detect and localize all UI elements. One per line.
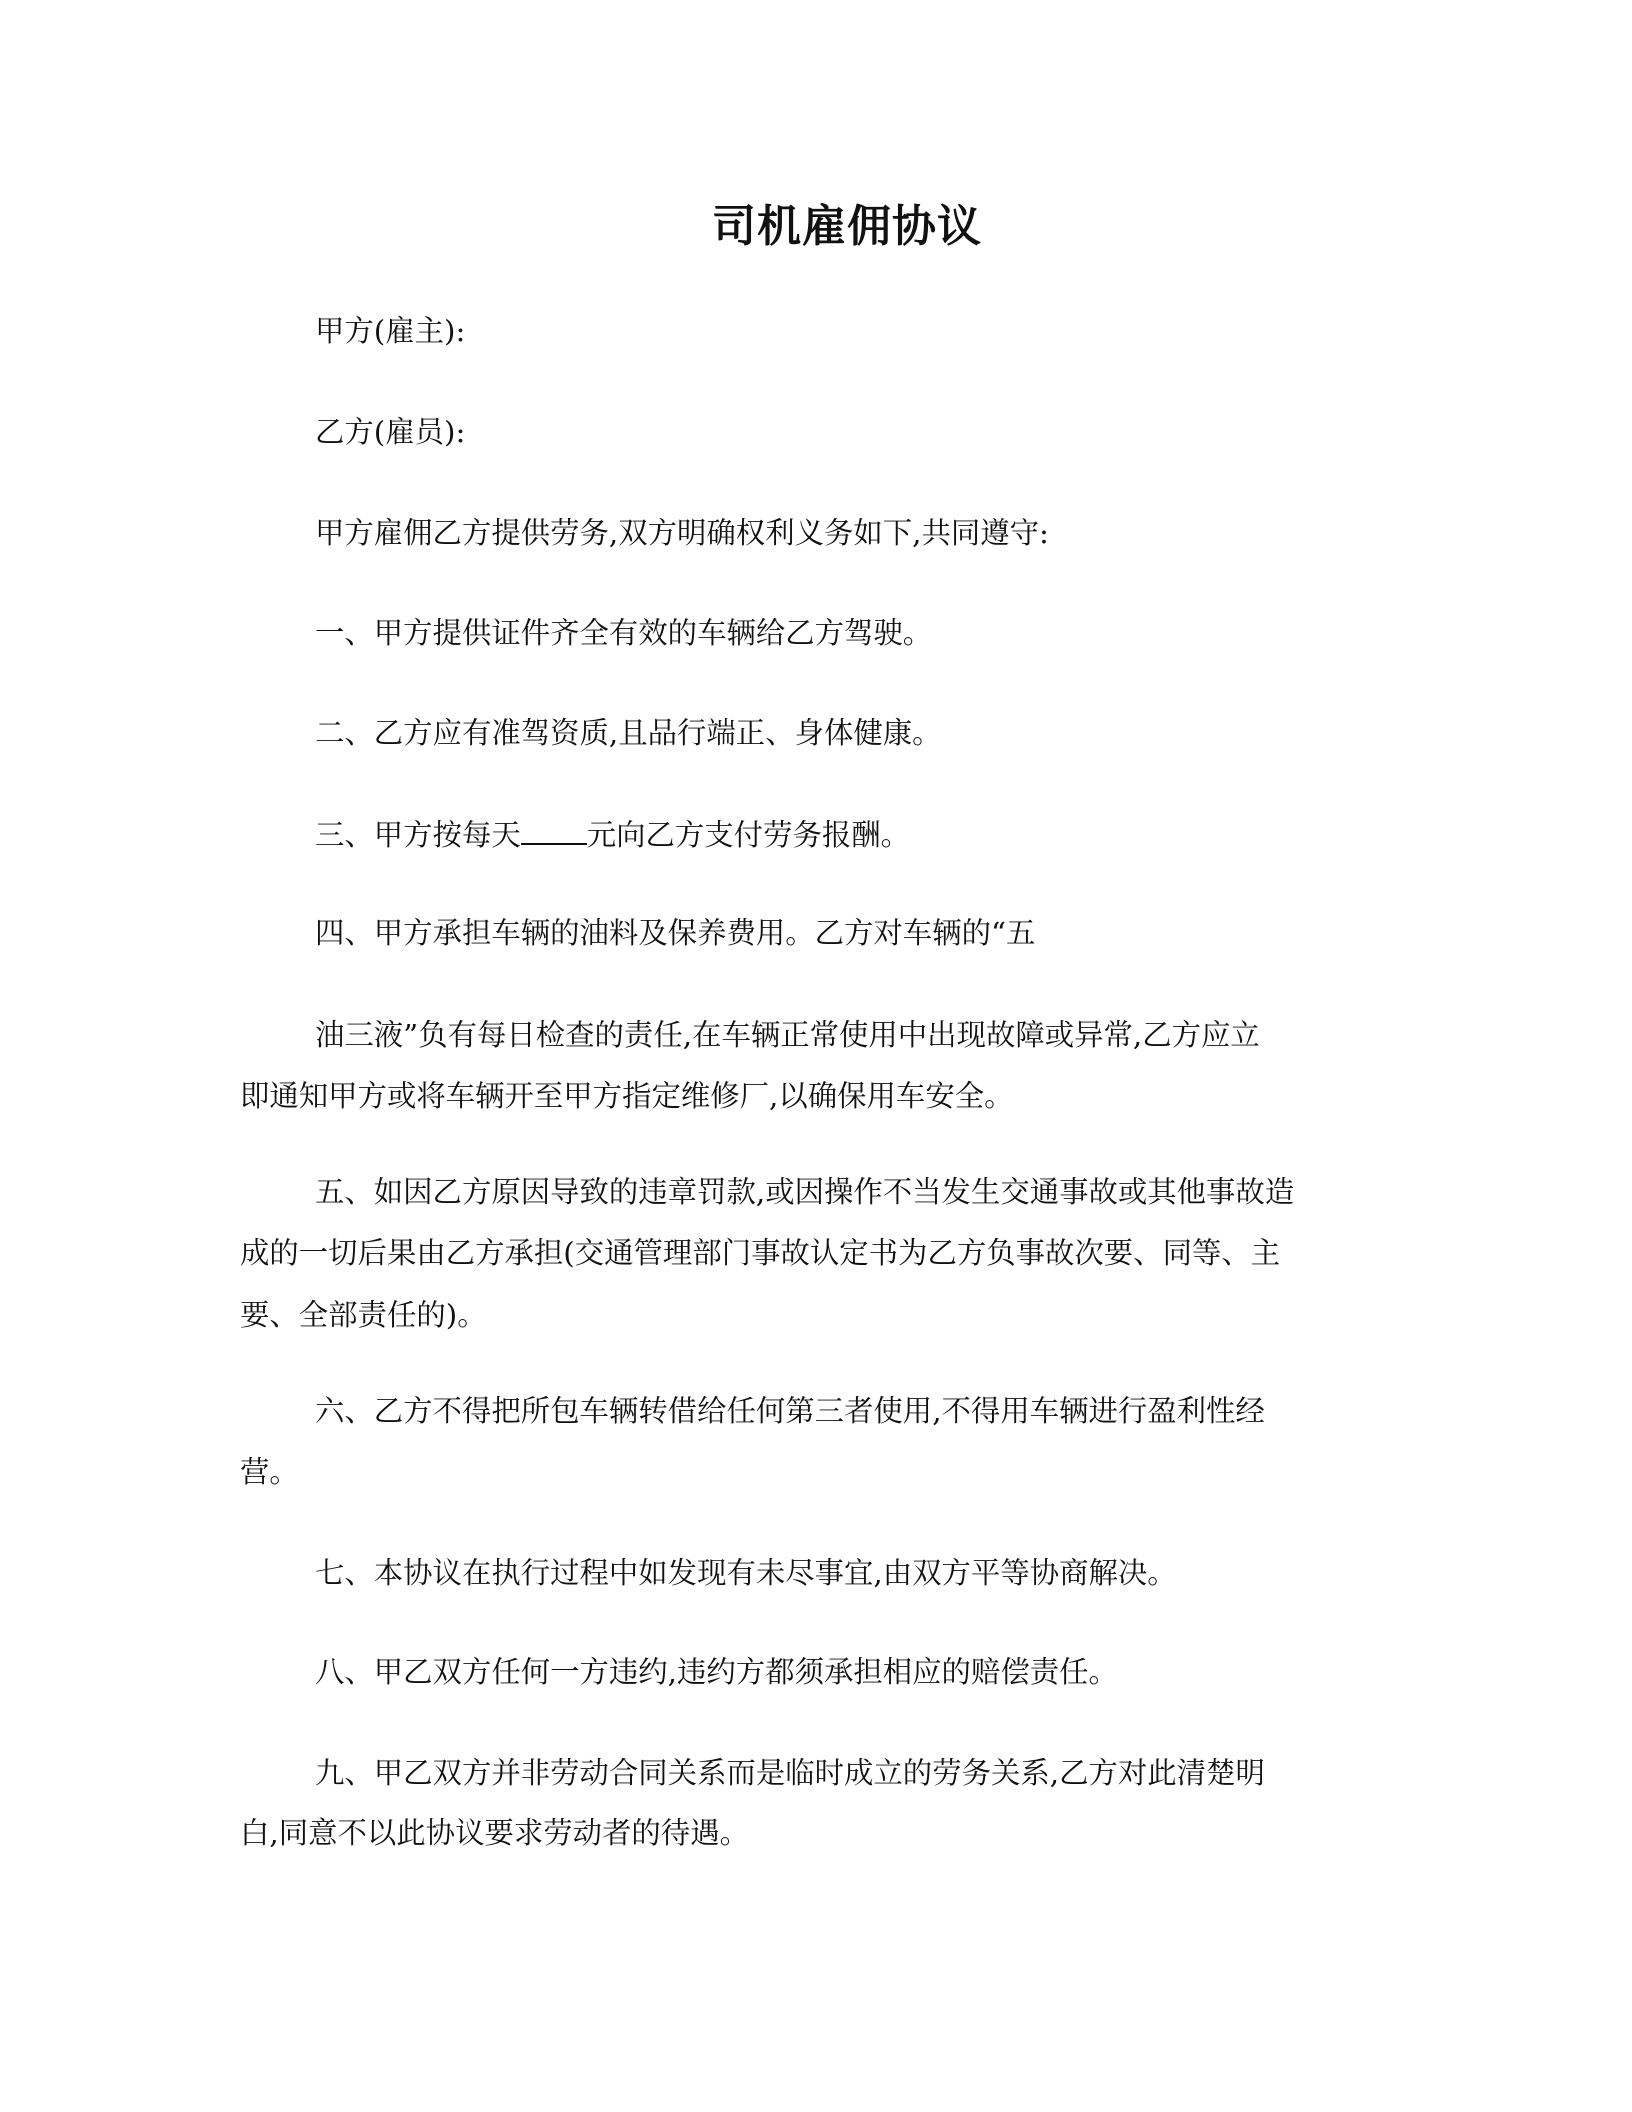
party-a-label: 甲方(雇主): xyxy=(315,314,466,348)
clause-8: 八、甲乙双方任何一方违约,违约方都须承担相应的赔偿责任。 xyxy=(315,1655,1118,1689)
clause-7: 七、本协议在执行过程中如发现有未尽事宜,由双方平等协商解决。 xyxy=(315,1556,1177,1590)
clause-9-line-1: 九、甲乙双方并非劳动合同关系而是临时成立的劳务关系,乙方对此清楚明 xyxy=(315,1756,1265,1790)
clause-1: 一、甲方提供证件齐全有效的车辆给乙方驾驶。 xyxy=(315,616,933,650)
clause-5-line-1: 五、如因乙方原因导致的违章罚款,或因操作不当发生交通事故或其他事故造 xyxy=(315,1175,1295,1209)
document-title: 司机雇佣协议 xyxy=(712,201,982,252)
clause-5-line-3: 要、全部责任的)。 xyxy=(240,1298,487,1332)
party-b-label: 乙方(雇员): xyxy=(315,415,466,449)
clause-6-line-2: 营。 xyxy=(240,1455,299,1489)
intro-paragraph: 甲方雇佣乙方提供劳务,双方明确权利义务如下,共同遵守: xyxy=(315,516,1049,550)
daily-pay-blank xyxy=(521,817,587,845)
clause-5-line-2: 成的一切后果由乙方承担(交通管理部门事故认定书为乙方负事故次要、同等、主 xyxy=(240,1236,1281,1270)
clause-4-line-2: 油三液”负有每日检查的责任,在车辆正常使用中出现故障或异常,乙方应立 xyxy=(315,1018,1260,1052)
clause-2: 二、乙方应有准驾资质,且品行端正、身体健康。 xyxy=(315,716,942,750)
clause-4-line-1: 四、甲方承担车辆的油料及保养费用。乙方对车辆的“五 xyxy=(315,916,1036,950)
clause-4-line-3: 即通知甲方或将车辆开至甲方指定维修厂,以确保用车安全。 xyxy=(240,1079,1014,1113)
clause-9-line-2: 白,同意不以此协议要求劳动者的待遇。 xyxy=(240,1816,749,1850)
clause-6-line-1: 六、乙方不得把所包车辆转借给任何第三者使用,不得用车辆进行盈利性经 xyxy=(315,1394,1265,1428)
clause-3-text-before: 三、甲方按每天 xyxy=(315,818,521,852)
clause-3-text-after: 元向乙方支付劳务报酬。 xyxy=(586,818,911,852)
clause-3 xyxy=(315,815,910,855)
